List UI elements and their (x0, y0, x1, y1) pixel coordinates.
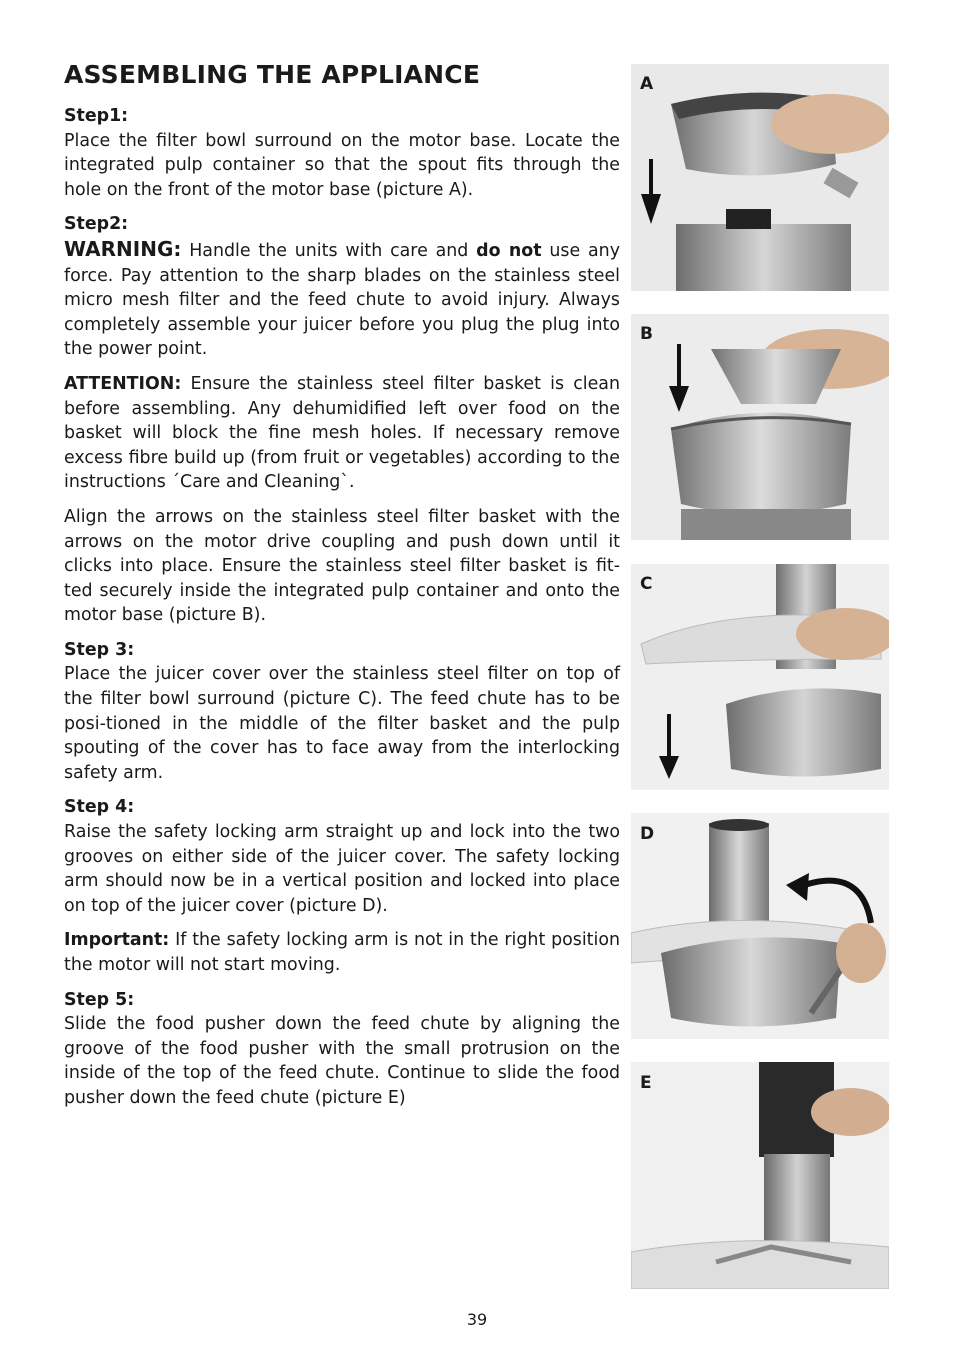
important-label: Important: (64, 930, 170, 951)
picture-c (631, 564, 889, 790)
important-block (64, 928, 620, 977)
picture-d-label: D (640, 824, 655, 844)
picture-b (631, 314, 889, 540)
picture-b-label: B (640, 324, 653, 344)
juicer-photo-food-pusher-insert-icon (631, 1062, 889, 1289)
step2-block (64, 212, 620, 362)
picture-e-label: E (640, 1073, 652, 1093)
picture-e (631, 1062, 889, 1289)
warning-text-b: use any force. Pay attention to the sharp blades on the stainless steel micro mesh filter and the feed chute to avoid injury. Always completely assemble your juicer before you plug the plug into the power point. (64, 240, 620, 360)
instructions (64, 104, 620, 1121)
picture-a-label: A (640, 74, 654, 94)
step5-block (64, 988, 620, 1111)
picture-c-label: C (640, 574, 653, 594)
align-block (64, 505, 620, 628)
step4-block (64, 795, 620, 918)
step1-text: Place the filter bowl surround on the motor base. Locate the integrated pulp container so that the spout fits through the hole on the front of the motor base (picture A). (64, 130, 620, 200)
juicer-photo-safety-arm-lock-icon (631, 813, 889, 1039)
warning-text-a: Handle the units with care and (181, 240, 477, 261)
juicer-photo-cover-placement-icon (631, 564, 889, 790)
warning-label: WARNING: (64, 236, 182, 261)
picture-a (631, 64, 889, 291)
step2-heading: Step2: (64, 214, 129, 235)
step1-block (64, 104, 620, 202)
attention-block (64, 372, 620, 495)
picture-d (631, 813, 889, 1039)
page-title: ASSEMBLING THE APPLIANCE (64, 60, 481, 89)
important-text: If the safety locking arm is not in the right position the motor will not start moving. (64, 930, 620, 975)
step5-heading: Step 5: (64, 989, 135, 1010)
step4-heading: Step 4: (64, 797, 135, 818)
step3-heading: Step 3: (64, 639, 135, 660)
juicer-photo-filter-basket-insert-icon (631, 314, 889, 540)
step1-heading: Step1: (64, 106, 129, 126)
step5-text: Slide the food pusher down the feed chute by aligning the groove of the food pusher with the small protrusion on the inside of the top of the feed chute. Continue to slide the food pusher down the feed chute (picture E) (64, 1014, 620, 1108)
align-text: Align the arrows on the stainless steel filter basket with the arrows on the motor drive coupling and push down until it clicks into place. Ensure the stainless steel filter basket is fit-ted securely inside the integrated pulp container and onto the motor base (picture B). (64, 506, 620, 626)
step3-text: Place the juicer cover over the stainless steel filter on top of the filter bowl surround (picture C). The feed chute has to be posi-tioned in the middle of the filter basket and the pulp spouting of the cover has to face away from the interlocking safety arm. (64, 664, 620, 783)
attention-text: Ensure the stainless steel filter basket is clean before assembling. Any dehumidified left over food on the basket will block the fine mesh holes. If necessary remove excess fibre build up (from fruit or vegetables) according to the instructions ´Care and Cleaning`. (64, 373, 620, 493)
attention-label: ATTENTION: (64, 373, 182, 394)
step3-block (64, 638, 620, 786)
page-number: 39 (466, 1310, 488, 1329)
warning-bold: do not (476, 240, 542, 261)
step4-text: Raise the safety locking arm straight up and lock into the two grooves on either side of the juicer cover. The safety locking arm should now be in a vertical position and locked into place on top of the juicer cover (picture D). (64, 822, 620, 916)
juicer-photo-filter-bowl-on-motor-base-icon (631, 64, 889, 291)
